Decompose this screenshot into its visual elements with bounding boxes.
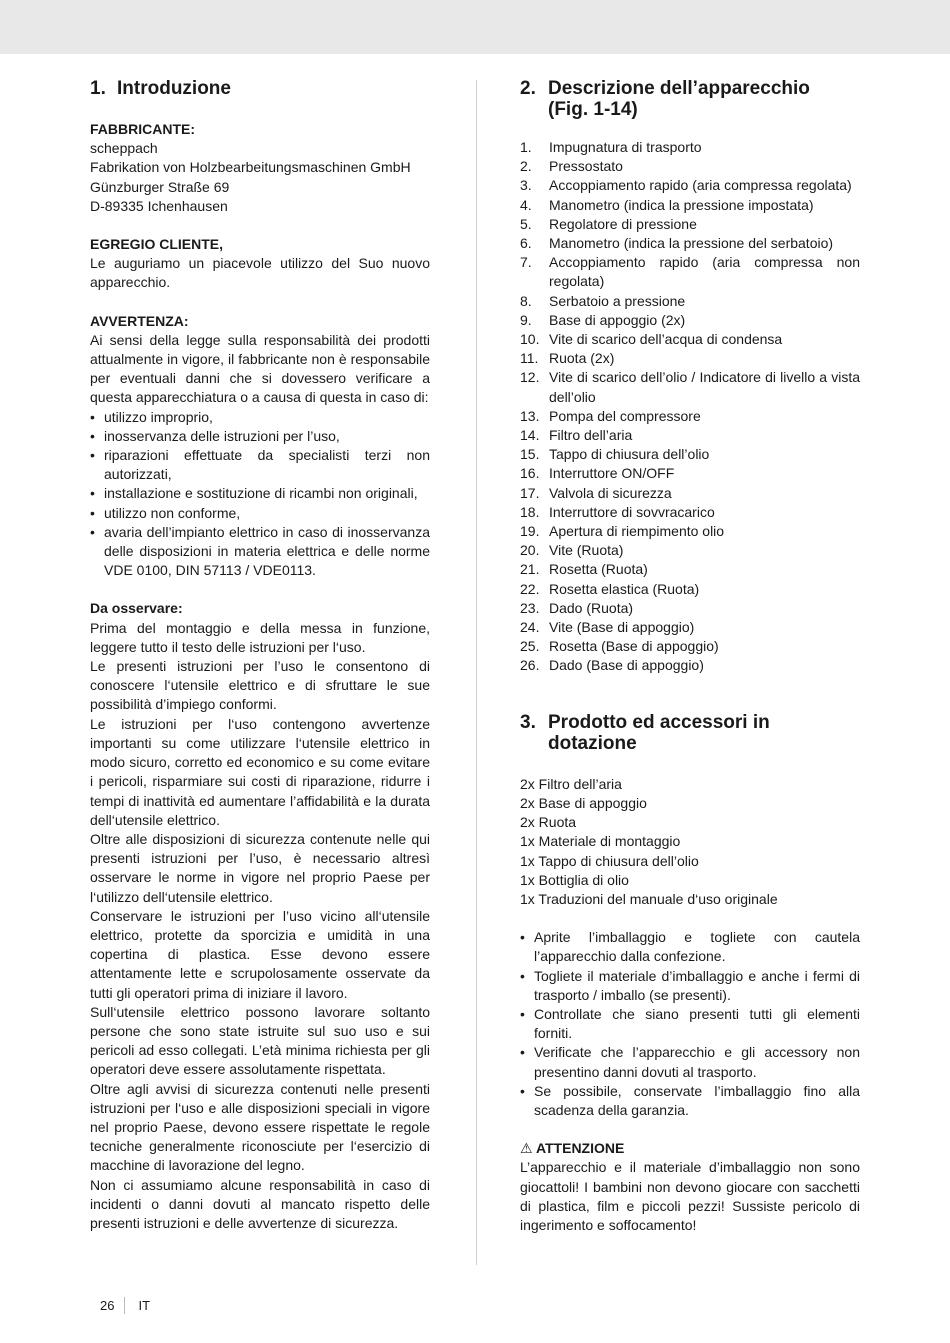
section-2-heading [520, 78, 860, 120]
part-label: Vite (Base di appoggio) [549, 619, 695, 636]
language-code: IT [138, 1298, 151, 1313]
part-number: 22. [520, 580, 540, 597]
observe-label: Da osservare: [90, 600, 183, 617]
list-item: • Verificate che l’apparecchio e gli accessory non presentino danni dovuti al trasporto. [520, 1043, 860, 1081]
part-number: 20. [520, 542, 540, 559]
part-item [520, 253, 860, 291]
list-item: • riparazioni effettuate da specialisti terzi non autorizzati, [90, 446, 430, 484]
part-item [520, 637, 860, 656]
part-label: Vite (Ruota) [549, 542, 624, 559]
part-item [520, 599, 860, 618]
section-3-heading [520, 712, 860, 754]
list-item: • inosservanza delle istruzioni per l’uso, [90, 427, 430, 446]
list-item: • avaria dell’impianto elettrico in caso di inosservanza delle disposizioni in materia elettrica e delle norme VDE 0100, DIN 57113 / VDE0113. [90, 523, 430, 581]
part-number: 11. [520, 350, 539, 367]
part-item [520, 368, 860, 406]
list-item: 2x Filtro dell’aria [520, 775, 622, 792]
part-number: 6. [520, 235, 532, 252]
part-item [520, 330, 860, 349]
part-number: 24. [520, 619, 540, 636]
part-label: Rosetta (Ruota) [549, 561, 648, 578]
part-label: Base di appoggio (2x) [549, 311, 686, 328]
part-number: 10. [520, 331, 540, 348]
part-label: Ruota (2x) [549, 350, 615, 367]
part-number: 26. [520, 657, 540, 674]
right-column [520, 78, 860, 1235]
list-item: • Controllate che siano presenti tutti gli elementi forniti. [520, 1005, 860, 1043]
manufacturer-line: Fabrikation von Holzbearbeitungsmaschinen GmbH [90, 159, 411, 176]
part-label: Dado (Ruota) [549, 599, 634, 616]
part-number: 3. [520, 177, 532, 194]
part-number: 2. [520, 158, 532, 175]
part-item [520, 292, 860, 311]
section-1-title: Introduzione [117, 78, 231, 99]
part-label: Dado (Base di appoggio) [549, 657, 704, 674]
part-label: Manometro (indica la pressione del serbatoio) [549, 235, 834, 252]
list-item: 1x Tappo di chiusura dell’olio [520, 852, 699, 869]
part-label: Interruttore ON/OFF [549, 465, 675, 482]
observe-paragraph: Le presenti istruzioni per l’uso le consentono di conoscere l‘utensile elettrico e di sfruttare le sue possibilità d’impiego conformi. [90, 658, 430, 713]
attention-text: L’apparecchio e il materiale d’imballaggio non sono giocattoli! I bambini non devono giocare con sacchetti di plastica, film e piccoli pezzi! Sussiste pericolo di ingerimento e soffocamento! [520, 1159, 860, 1233]
manufacturer-line: scheppach [90, 140, 158, 157]
part-number: 18. [520, 503, 540, 520]
part-number: 1. [520, 139, 532, 155]
part-label: Valvola di sicurezza [549, 484, 672, 501]
part-label: Accoppiamento rapido (aria compressa non regolata) [549, 254, 860, 290]
unpack-steps-list [520, 928, 860, 1120]
footer-divider [124, 1297, 125, 1314]
part-number: 5. [520, 215, 532, 232]
part-label: Rosetta elastica (Ruota) [549, 580, 700, 597]
section-2-title: Descrizione dell’apparecchio [548, 78, 810, 99]
warning-list [90, 408, 430, 581]
observe-paragraph: Oltre agli avvisi di sicurezza contenuti nelle presenti istruzioni per l‘uso e alle disposizioni speciali in vigore nel proprio Paese, devono essere rispettate le regole tecniche generalmente riconosciute per l‘esercizio di macchine di lavorazione del legno. [90, 1080, 430, 1174]
part-label: Tappo di chiusura dell’olio [549, 446, 710, 463]
section-1-number: 1. [90, 78, 106, 99]
list-item: • Aprite l’imballaggio e togliete con cautela l’apparecchio dalla confezione. [520, 928, 860, 966]
page-number: 26 [100, 1298, 115, 1313]
list-item: • utilizzo non conforme, [90, 504, 430, 523]
section-3-number: 3. [520, 711, 536, 733]
part-number: 16. [520, 465, 540, 482]
part-item [520, 407, 860, 426]
part-number: 19. [520, 523, 540, 540]
section-2-number: 2. [520, 78, 536, 99]
part-item [520, 349, 860, 368]
attention-label: ATTENZIONE [535, 1140, 625, 1157]
column-divider [476, 80, 477, 1265]
list-item: 1x Materiale di montaggio [520, 833, 681, 850]
manufacturer-label: FABBRICANTE: [90, 121, 195, 137]
part-number: 13. [520, 407, 540, 424]
part-item [520, 464, 860, 483]
part-label: Rosetta (Base di appoggio) [549, 638, 719, 655]
part-item [520, 176, 860, 195]
supplied-items-list [520, 775, 860, 909]
part-label: Pompa del compressore [549, 407, 701, 424]
part-number: 23. [520, 599, 540, 616]
customer-label: EGREGIO CLIENTE, [90, 236, 224, 253]
part-number: 17. [520, 484, 540, 501]
observe-paragraph: Le istruzioni per l‘uso contengono avvertenze importanti su come utilizzare l‘utensile elettrico in modo sicuro, corretto ed economico e su come evitare i pericoli, risparmiare sui costi di riparazione, ridurre i tempi di inattività ed aumentare l’affidabilità e la durata dell‘utensile elettrico. [90, 715, 430, 828]
warning-triangle-icon: ⚠ [520, 1140, 533, 1157]
part-item [520, 234, 860, 253]
part-item [520, 522, 860, 541]
left-column [90, 78, 430, 1233]
customer-text: Le auguriamo un piacevole utilizzo del Suo nuovo apparecchio. [90, 255, 430, 291]
part-number: 4. [520, 196, 532, 213]
observe-paragraph: Oltre alle disposizioni di sicurezza contenute nelle qui presenti istruzioni per l’uso, è necessario altresì osservare le norme in vigore nel proprio Paese per l‘utilizzo dell‘utensile elettrico. [90, 830, 430, 905]
part-label: Impugnatura di trasporto [549, 139, 702, 155]
observe-paragraph: Non ci assumiamo alcune responsabilità in caso di incidenti o danni dovuti al mancato rispetto delle presenti istruzioni e delle avvertenze di sicurezza. [90, 1176, 430, 1231]
part-label: Accoppiamento rapido (aria compressa regolata) [549, 177, 852, 194]
part-item [520, 580, 860, 599]
page-footer [100, 1297, 150, 1314]
part-number: 9. [520, 311, 532, 328]
part-item [520, 560, 860, 579]
part-label: Filtro dell’aria [549, 427, 633, 444]
part-item [520, 541, 860, 560]
part-item [520, 138, 860, 157]
part-number: 21. [520, 561, 540, 578]
part-number: 12. [520, 369, 540, 386]
part-item [520, 215, 860, 234]
list-item: 1x Traduzioni del manuale d‘uso originale [520, 890, 778, 907]
section-2-subtitle: (Fig. 1-14) [548, 99, 638, 120]
part-item [520, 445, 860, 464]
part-label: Apertura di riempimento olio [549, 523, 725, 540]
part-label: Interruttore di sovvracarico [549, 503, 715, 520]
part-label: Serbatoio a pressione [549, 292, 686, 309]
list-item: 1x Bottiglia di olio [520, 871, 629, 888]
part-number: 8. [520, 292, 532, 309]
top-header-band [0, 0, 950, 54]
list-item: • Se possibile, conservate l’imballaggio fino alla scadenza della garanzia. [520, 1082, 860, 1120]
warning-text: Ai sensi della legge sulla responsabilità dei prodotti attualmente in vigore, il fabbricante non è responsabile per eventuali danni che si dovessero verificare a questa apparecchiatura o a causa di questa in caso di: [90, 331, 430, 406]
part-item [520, 503, 860, 522]
part-number: 7. [520, 254, 532, 271]
part-label: Regolatore di pressione [549, 215, 697, 232]
part-item [520, 311, 860, 330]
manufacturer-address [90, 139, 430, 216]
part-label: Vite di scarico dell’olio / Indicatore di livello a vista dell’olio [549, 369, 860, 405]
section-3-title: Prodotto ed accessori in dotazione [548, 711, 770, 754]
part-item [520, 157, 860, 176]
parts-list [520, 138, 860, 676]
part-label: Vite di scarico dell’acqua di condensa [549, 331, 783, 348]
warning-label: AVVERTENZA: [90, 312, 189, 329]
part-number: 14. [520, 427, 540, 444]
list-item: • Togliete il materiale d’imballaggio e anche i fermi di trasporto / imballo (se presenti). [520, 967, 860, 1005]
part-item [520, 618, 860, 637]
attention-heading [520, 1139, 860, 1158]
list-item: • utilizzo improprio, [90, 408, 430, 427]
observe-paragraph: Prima del montaggio e della messa in funzione, leggere tutto il testo delle istruzioni per l‘uso. [90, 619, 430, 655]
part-item [520, 426, 860, 445]
list-item: • installazione e sostituzione di ricambi non originali, [90, 484, 430, 503]
section-1-heading [90, 78, 430, 99]
manufacturer-line: D-89335 Ichenhausen [90, 197, 228, 214]
list-item: 2x Ruota [520, 814, 577, 831]
observe-paragraph: Conservare le istruzioni per l’uso vicino all‘utensile elettrico, protette da sporcizia e umidità in una copertina di plastica. Esse devono essere attentamente lette e scrupolosamente osservate da tutti gli operatori prima di iniziare il lavoro. [90, 907, 430, 1001]
list-item: 2x Base di appoggio [520, 794, 647, 811]
part-label: Manometro (indica la pressione impostata) [549, 196, 814, 213]
observe-paragraph: Sull‘utensile elettrico possono lavorare soltanto persone che sono state istruite sul suo uso e sui pericoli ad esso collegati. L’età minima richiesta per gli operatori deve essere assolutamente rispettata. [90, 1003, 430, 1078]
part-item [520, 656, 860, 675]
manufacturer-line: Günzburger Straße 69 [90, 178, 230, 195]
part-number: 15. [520, 446, 540, 463]
part-number: 25. [520, 638, 540, 655]
part-label: Pressostato [549, 158, 623, 175]
part-item [520, 484, 860, 503]
part-item [520, 196, 860, 215]
